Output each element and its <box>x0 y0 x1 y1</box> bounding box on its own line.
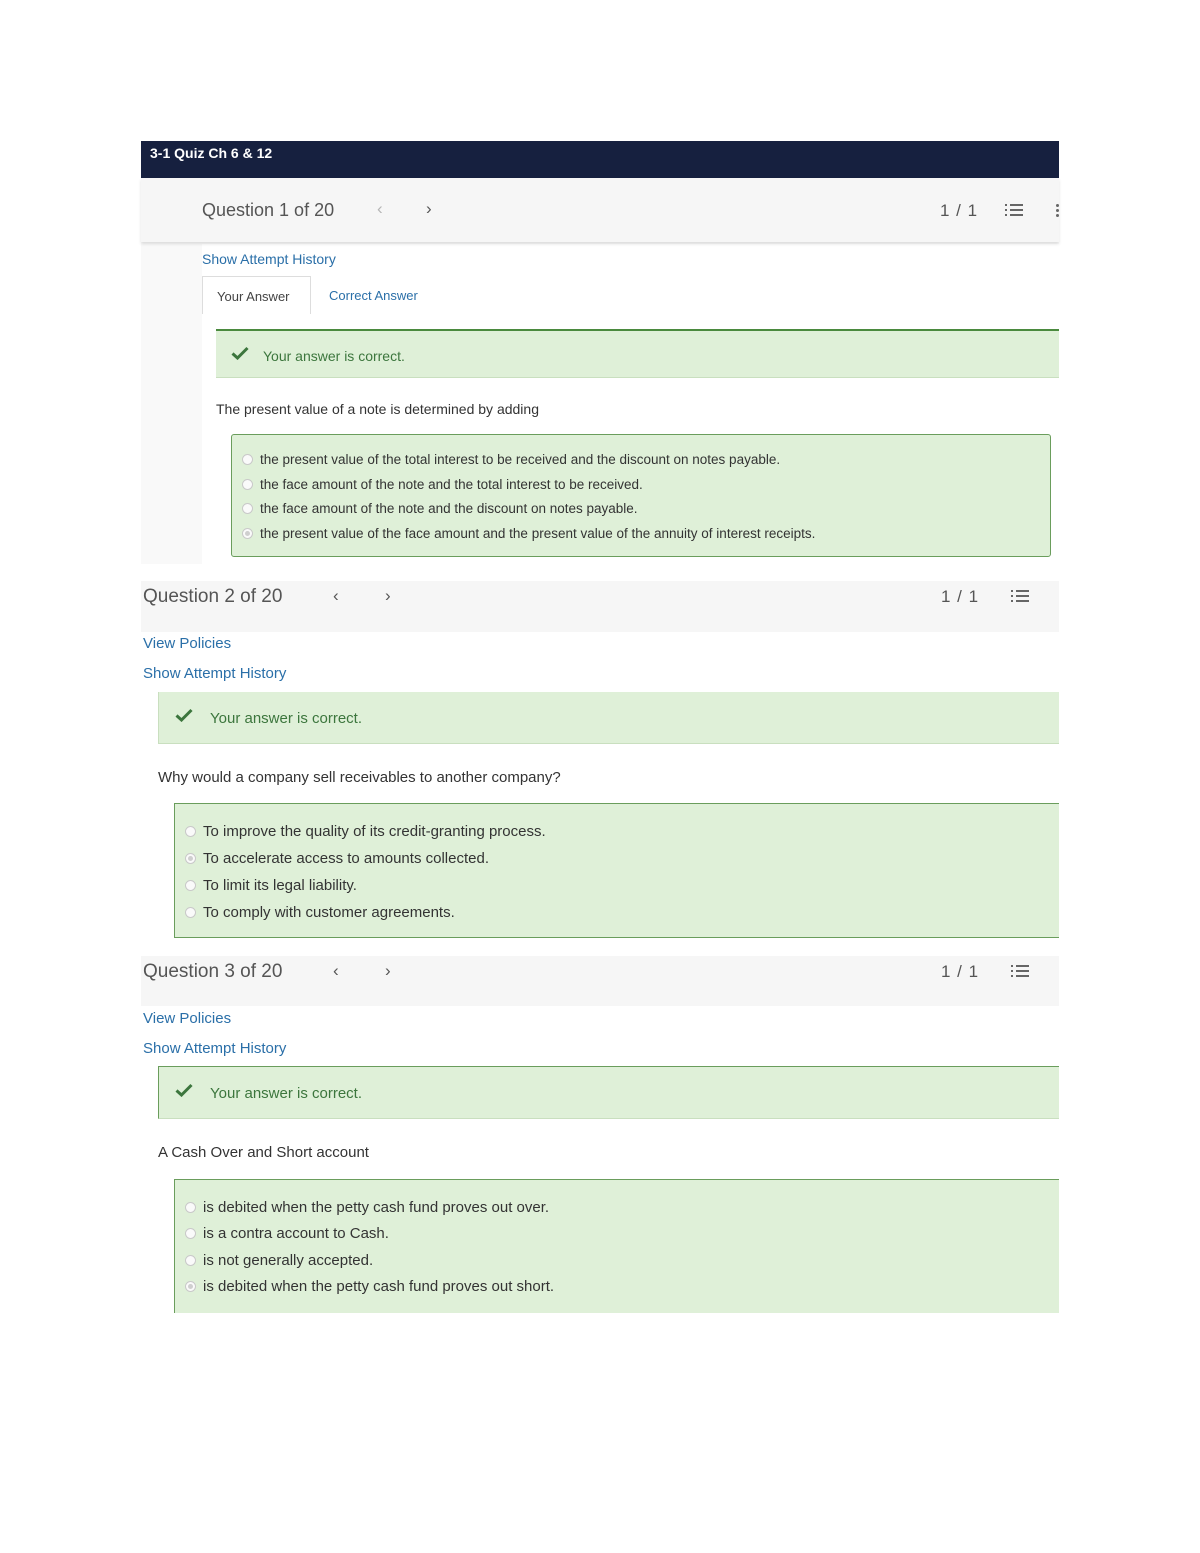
radio-icon[interactable] <box>242 479 253 490</box>
question-1-options <box>231 434 1051 557</box>
option-2[interactable] <box>242 477 643 492</box>
option-label: To improve the quality of its credit-granting process. <box>203 823 546 840</box>
radio-icon[interactable] <box>185 1228 196 1239</box>
option-1[interactable] <box>185 1199 549 1216</box>
question-1-score: 1 / 1 <box>940 201 979 220</box>
list-icon[interactable] <box>1011 965 1029 979</box>
list-icon[interactable] <box>1005 204 1023 218</box>
option-4[interactable] <box>242 526 815 541</box>
radio-selected-icon[interactable] <box>185 1281 196 1292</box>
option-label: the face amount of the note and the discount on notes payable. <box>260 501 638 516</box>
question-2-header <box>141 581 1059 632</box>
radio-icon[interactable] <box>242 503 253 514</box>
question-1-feedback <box>216 329 1059 378</box>
quiz-title: 3-1 Quiz Ch 6 & 12 <box>150 145 273 161</box>
option-3[interactable] <box>185 877 357 894</box>
chevron-left-icon[interactable]: ‹ <box>333 586 339 605</box>
question-3-title: Question 3 of 20 <box>143 961 283 982</box>
feedback-message: Your answer is correct. <box>210 1085 363 1102</box>
option-label: is debited when the petty cash fund proves out short. <box>203 1278 555 1295</box>
radio-selected-icon[interactable] <box>242 528 253 539</box>
radio-icon[interactable] <box>185 880 196 891</box>
tab-your-answer[interactable] <box>202 276 311 314</box>
radio-icon[interactable] <box>242 454 253 465</box>
question-2-feedback <box>158 692 1059 744</box>
show-attempt-history-link[interactable]: Show Attempt History <box>143 1040 287 1057</box>
radio-icon[interactable] <box>185 1202 196 1213</box>
view-policies-link[interactable]: View Policies <box>143 635 232 652</box>
question-3-text: A Cash Over and Short account <box>158 1144 369 1161</box>
chevron-right-icon[interactable]: › <box>385 961 391 980</box>
show-attempt-history-link[interactable]: Show Attempt History <box>143 665 287 682</box>
question-1-text: The present value of a note is determined by adding <box>216 401 539 417</box>
option-label: the face amount of the note and the total interest to be received. <box>260 477 643 492</box>
question-1-title: Question 1 of 20 <box>202 200 335 220</box>
option-label: To limit its legal liability. <box>203 877 357 894</box>
option-3[interactable] <box>185 1252 373 1269</box>
question-3-feedback <box>158 1066 1059 1119</box>
option-3[interactable] <box>242 501 638 516</box>
option-label: the present value of the face amount and the present value of the annuity of interest receipts. <box>260 526 816 541</box>
question-3-header <box>141 956 1059 1006</box>
radio-icon[interactable] <box>185 826 196 837</box>
question-1-header <box>141 178 1059 242</box>
feedback-message: Your answer is correct. <box>210 710 363 727</box>
option-2[interactable] <box>185 850 489 867</box>
radio-icon[interactable] <box>185 1255 196 1266</box>
quiz-title-bar <box>141 141 1059 178</box>
chevron-right-icon[interactable]: › <box>426 199 432 218</box>
chevron-left-icon[interactable]: ‹ <box>377 199 383 218</box>
option-1[interactable] <box>242 452 780 467</box>
question-3-score: 1 / 1 <box>941 962 980 981</box>
question-3-options <box>174 1179 1059 1313</box>
list-icon[interactable] <box>1011 590 1029 604</box>
chevron-left-icon[interactable]: ‹ <box>333 961 339 980</box>
option-1[interactable] <box>185 823 546 840</box>
chevron-right-icon[interactable]: › <box>385 586 391 605</box>
feedback-message: Your answer is correct. <box>263 348 405 364</box>
option-4[interactable] <box>185 904 455 921</box>
check-icon <box>231 346 249 360</box>
question-2-score: 1 / 1 <box>941 587 980 606</box>
option-label: To comply with customer agreements. <box>203 904 455 921</box>
question-2-text: Why would a company sell receivables to another company? <box>158 769 561 786</box>
check-icon <box>175 708 193 722</box>
check-icon <box>175 1083 193 1097</box>
option-2[interactable] <box>185 1225 389 1242</box>
option-label: is debited when the petty cash fund proves out over. <box>203 1199 550 1216</box>
option-label: is not generally accepted. <box>203 1252 374 1269</box>
question-2-options <box>174 803 1059 938</box>
tab-correct-answer[interactable]: Correct Answer <box>329 288 418 303</box>
question-2-title: Question 2 of 20 <box>143 586 283 607</box>
show-attempt-history-link[interactable]: Show Attempt History <box>202 251 336 267</box>
more-vertical-icon[interactable] <box>1056 204 1059 218</box>
radio-selected-icon[interactable] <box>185 853 196 864</box>
option-label: To accelerate access to amounts collected. <box>203 850 489 867</box>
radio-icon[interactable] <box>185 907 196 918</box>
view-policies-link[interactable]: View Policies <box>143 1010 232 1027</box>
tab-your-answer-label: Your Answer <box>217 289 290 304</box>
option-label: the present value of the total interest to be received and the discount on notes payable. <box>260 452 781 467</box>
option-label: is a contra account to Cash. <box>203 1225 389 1242</box>
option-4[interactable] <box>185 1278 554 1295</box>
